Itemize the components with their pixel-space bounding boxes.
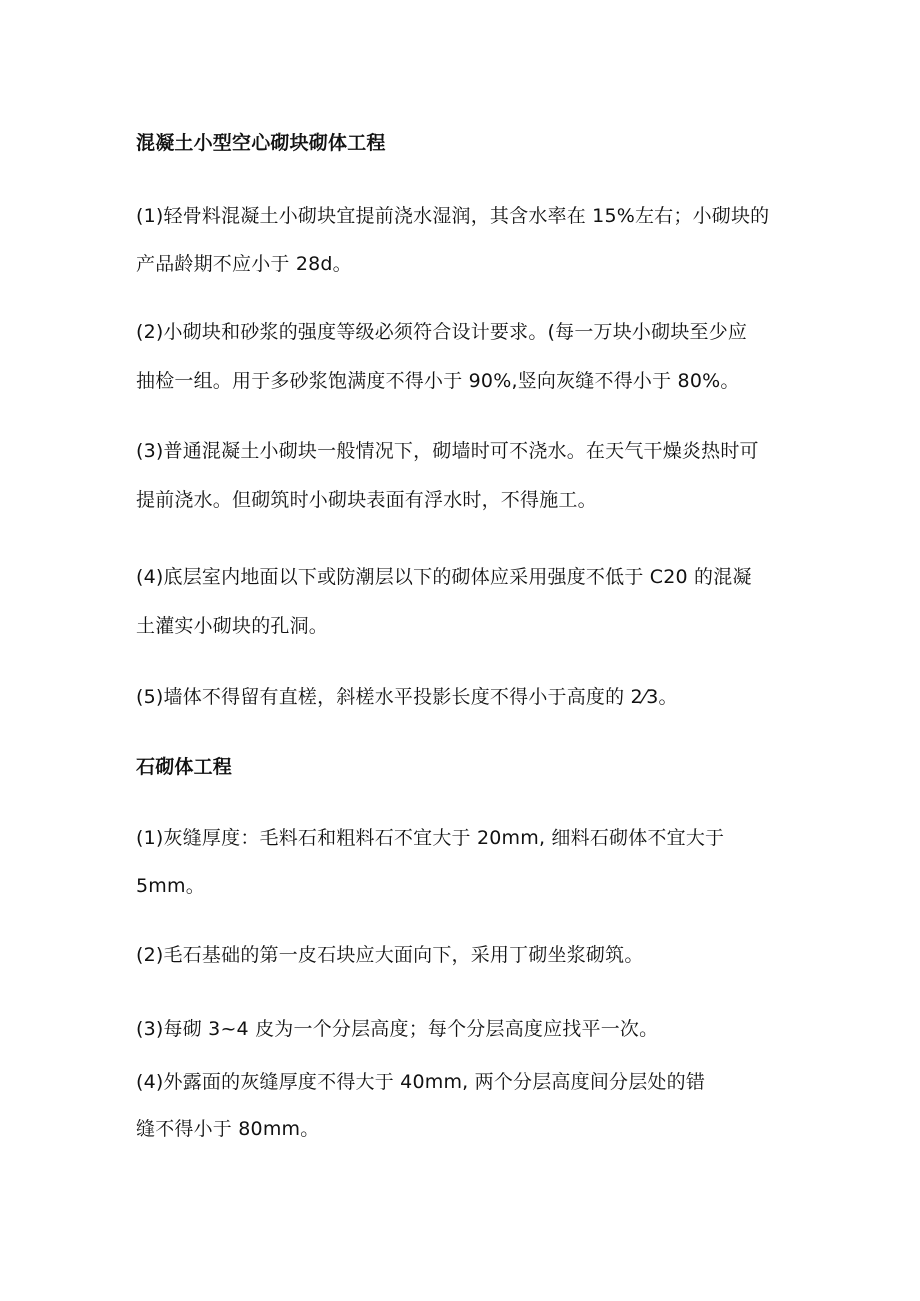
paragraph-line: (3)每砌 3~4 皮为一个分层高度；每个分层高度应找平一次。 — [136, 1018, 659, 1040]
paragraph-line: 5mm。 — [136, 875, 205, 897]
paragraph-line: (2)毛石基础的第一皮石块应大面向下，采用丁砌坐浆砌筑。 — [136, 944, 644, 966]
section-heading-stone-masonry: 石砌体工程 — [136, 756, 233, 778]
paragraph-line: (4)底层室内地面以下或防潮层以下的砌体应采用强度不低于 C20 的混凝 — [136, 566, 752, 588]
paragraph-line: (2)小砌块和砂浆的强度等级必须符合设计要求。(每一万块小砌块至少应 — [136, 321, 748, 343]
section-heading-concrete-block: 混凝土小型空心砌块砌体工程 — [136, 132, 386, 154]
paragraph-line: 抽检一组。用于多砂浆饱满度不得小于 90%,竖向灰缝不得小于 80%。 — [136, 370, 740, 392]
paragraph-line: (1)轻骨料混凝土小砌块宜提前浇水湿润，其含水率在 15%左右；小砌块的 — [136, 205, 770, 227]
paragraph-line: 缝不得小于 80mm。 — [136, 1118, 320, 1140]
paragraph-line: 土灌实小砌块的孔洞。 — [136, 615, 329, 637]
paragraph-line: (3)普通混凝土小砌块一般情况下，砌墙时可不浇水。在天气干燥炎热时可 — [136, 440, 759, 462]
paragraph-line: 产品龄期不应小于 28d。 — [136, 253, 352, 275]
paragraph-line: 提前浇水。但砌筑时小砌块表面有浮水时，不得施工。 — [136, 489, 597, 511]
paragraph-line: (5)墙体不得留有直槎，斜槎水平投影长度不得小于高度的 2⁄3。 — [136, 686, 678, 708]
paragraph-line: (1)灰缝厚度：毛料石和粗料石不宜大于 20mm, 细料石砌体不宜大于 — [136, 827, 725, 849]
paragraph-line: (4)外露面的灰缝厚度不得大于 40mm, 两个分层高度间分层处的错 — [136, 1071, 706, 1093]
